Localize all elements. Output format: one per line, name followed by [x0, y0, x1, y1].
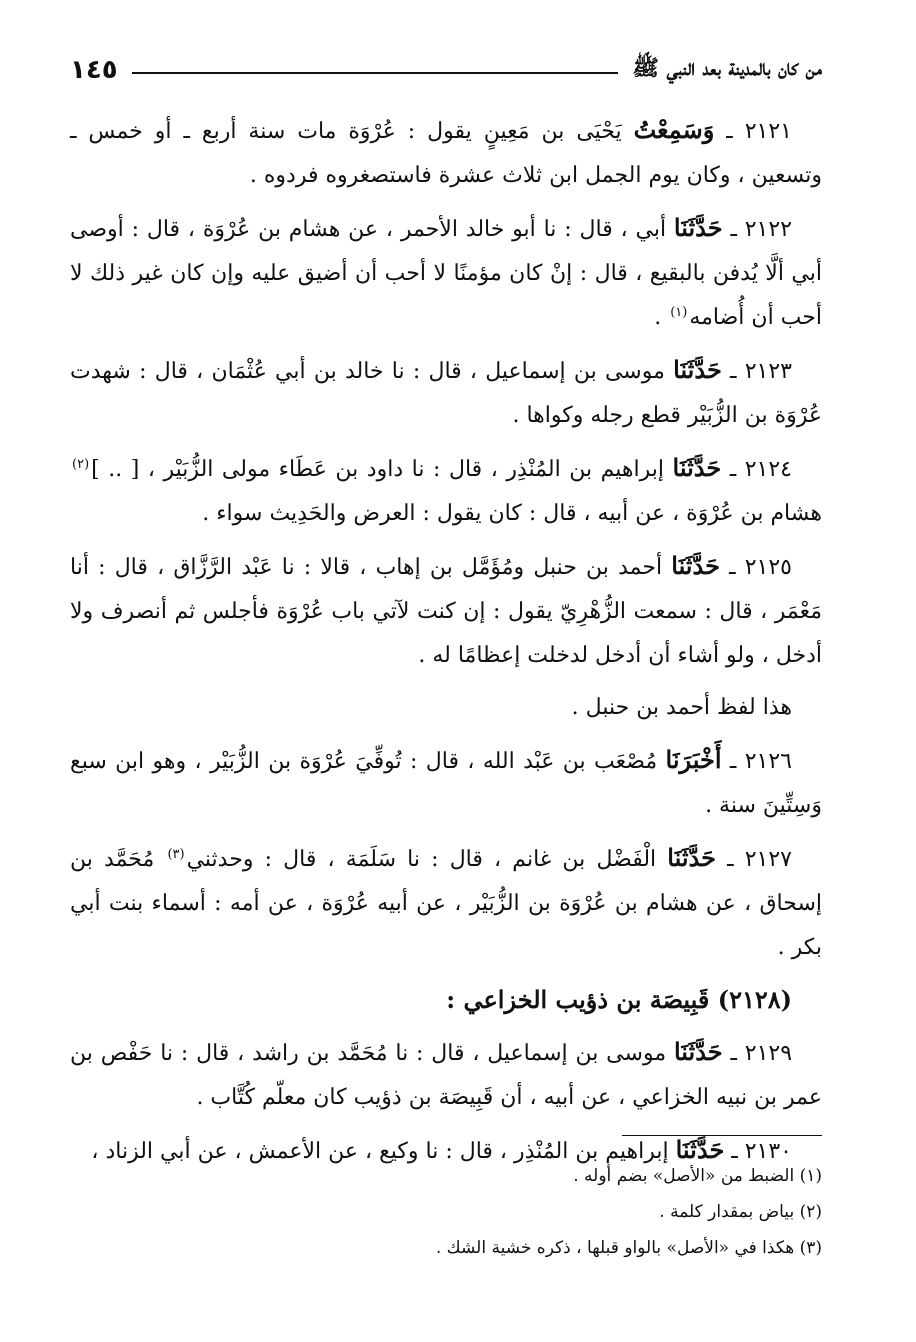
hadith-entry: ٢١٢٢ ـ حَدَّثَنَا أبي ، قال : نا أبو خالد الأحمر ، عن هشام بن عُرْوَة ، قال : أوصى أبي ألَّا يُدفن بالبقيع ، قال : إنْ كان مؤمنًا لا أحب أن أضيق عليه وإن كان غير ذلك لا أحب أن أُضامه$^{(١)}$ .	[70, 213, 822, 330]
hadith-entry: ٢١٢٧ ـ حَدَّثَنَا الْفَضْل بن غانم ، قال : نا سَلَمَة ، قال : وحدثني$^{(٣)}$ مُحَمَّد بن إسحاق ، عن هشام بن عُرْوَة بن الزُّبَيْر ، عن أبيه عُرْوَة ، عن أمه : أسماء بنت أبي بكر .	[70, 843, 822, 960]
narration-keyword: حَدَّثَنَا	[673, 1037, 723, 1066]
footnote: (٢) بياض بمقدار كلمة .	[659, 1202, 822, 1222]
page-number: ١٤٥	[70, 55, 118, 85]
narration-keyword: حَدَّثَنَا	[672, 453, 722, 482]
footnote: (١) الضبط من «الأصل» بضم أوله .	[573, 1166, 822, 1186]
section-heading: (٢١٢٨) قَبِيصَة بن ذؤيب الخزاعي :	[446, 985, 792, 1014]
footnotes	[70, 1158, 822, 1266]
footnote-separator	[622, 1135, 822, 1136]
editorial-note: هذا لفظ أحمد بن حنبل .	[571, 695, 792, 720]
narration-keyword: حَدَّثَنَا	[675, 1135, 725, 1164]
page-header	[70, 50, 822, 90]
running-title: من كان بالمدينة بعد النبي ﷺ	[632, 55, 822, 81]
footnote-ref: (١)	[670, 304, 688, 320]
hadith-entry: ٢١٣٠ ـ حَدَّثَنَا إبراهيم بن المُنْذِر ، قال : نا وكيع ، عن الأعمش ، عن أبي الزناد ،	[91, 1135, 792, 1164]
narration-keyword: حَدَّثَنَا	[667, 843, 716, 872]
narration-keyword: أَخْبَرَنَا	[665, 745, 722, 774]
footnote-ref: (٣)	[167, 846, 185, 862]
narration-keyword: وَسَمِعْتُ	[633, 115, 715, 144]
hadith-entry: ٢١٢١ ـ وَسَمِعْتُ يَحْيَى بن مَعِينٍ يقول : عُرْوَة مات سنة أربع ـ أو خمس ـ وتسعين ، وكان يوم الجمل ابن ثلاث عشرة فاستصغروه فردوه .	[70, 115, 822, 188]
footnote: (٣) هكذا في «الأصل» بالواو قبلها ، ذكره خشية الشك .	[435, 1238, 822, 1258]
hadith-entry: ٢١٢٥ ـ حَدَّثَنَا أحمد بن حنبل ومُؤَمَّل بن إهاب ، قالا : نا عَبْد الرَّزَّاق ، قال : أنا مَعْمَر ، قال : سمعت الزُّهْرِيّ يقول : إن كنت لآتي باب عُرْوَة فأجلس ثم أنصرف ولا أدخل ، ولو أشاء أن أدخل لدخلت إعظامًا له .	[70, 551, 822, 668]
narration-keyword: حَدَّثَنَا	[673, 213, 723, 242]
hadith-entry: ٢١٢٩ ـ حَدَّثَنَا موسى بن إسماعيل ، قال : نا مُحَمَّد بن راشد ، قال : نا حَفْص بن عمر بن نبيه الخزاعي ، عن أبيه ، أن قَبِيصَة بن ذؤيب كان معلّم كُتَّاب .	[70, 1037, 822, 1110]
footnote-ref: (٢)	[72, 456, 90, 472]
header-rule	[132, 72, 619, 74]
hadith-entry: ٢١٢٦ ـ أَخْبَرَنَا مُصْعَب بن عَبْد الله ، قال : تُوفِّيَ عُرْوَة بن الزُّبَيْر ، وهو ابن سبع وَسِتِّينَ سنة .	[70, 745, 822, 818]
book-page	[70, 40, 822, 1320]
hadith-entry: ٢١٢٣ ـ حَدَّثَنَا موسى بن إسماعيل ، قال : نا خالد بن أبي عُثْمَان ، قال : شهدت عُرْوَة بن الزُّبَيْر قطع رجله وكواها .	[70, 355, 822, 428]
narration-keyword: حَدَّثَنَا	[673, 355, 722, 384]
narration-keyword: حَدَّثَنَا	[671, 551, 720, 580]
hadith-entry: ٢١٢٤ ـ حَدَّثَنَا إبراهيم بن المُنْذِر ، قال : نا داود بن عَطَاء مولى الزُّبَيْر ، [ .. ]$^{(٢)}$ هشام بن عُرْوَة ، عن أبيه ، قال : كان يقول : العرض والحَدِيث سواء .	[72, 453, 822, 526]
main-text	[70, 108, 822, 1182]
